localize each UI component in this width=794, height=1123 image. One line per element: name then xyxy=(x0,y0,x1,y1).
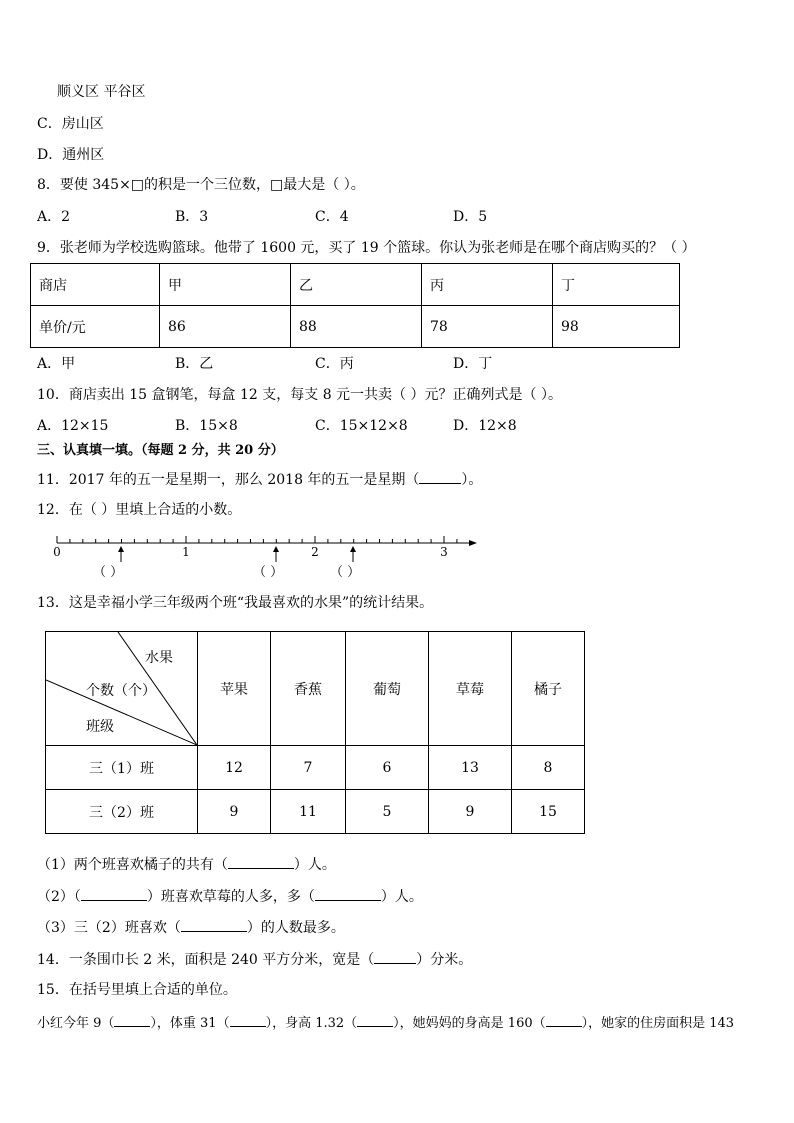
arrow-marker-3 xyxy=(350,546,356,562)
q10-option-d: D．12×8 xyxy=(453,418,517,434)
q15-sentence xyxy=(37,1012,734,1033)
table-header-row xyxy=(46,632,585,746)
arrow-marker-1 xyxy=(118,546,124,562)
q15-text-4: ），她妈妈的身高是 160（ xyxy=(393,1016,546,1031)
table-cell: 丁 xyxy=(553,264,680,306)
corner-label-fruit: 水果 xyxy=(145,650,173,666)
table-cell: 9 xyxy=(198,790,271,834)
number-line-blank-3[interactable]: （ ） xyxy=(330,565,361,580)
fruit-header: 橘子 xyxy=(512,632,585,746)
answer-blank[interactable] xyxy=(374,949,416,964)
table-cell: 5 xyxy=(346,790,429,834)
table-row xyxy=(46,746,585,790)
q14-stem xyxy=(37,949,472,969)
q9-price-table xyxy=(30,263,680,348)
number-line-blank-1[interactable]: （ ） xyxy=(93,565,124,580)
q10-option-c: C．15×12×8 xyxy=(315,418,408,434)
q13-fruit-table xyxy=(45,631,585,834)
q13-sub3 xyxy=(37,917,345,937)
q13-sub1 xyxy=(37,854,336,874)
q11-text: 11．2017 年的五一是星期一，那么 2018 年的五一是星期（ xyxy=(37,472,420,488)
q13-stem: 13．这是幸福小学三年级两个班“我最喜欢的水果”的统计结果。 xyxy=(37,595,434,611)
table-cell: 9 xyxy=(429,790,512,834)
answer-blank[interactable] xyxy=(228,854,294,869)
tick-label-3: 3 xyxy=(440,545,448,559)
answer-blank[interactable] xyxy=(315,886,381,901)
table-cell: 8 xyxy=(512,746,585,790)
tick-label-0: 0 xyxy=(53,545,61,559)
tick-label-2: 2 xyxy=(311,545,319,559)
table-cell: 7 xyxy=(271,746,346,790)
table-cell: 6 xyxy=(346,746,429,790)
q9-option-d: D．丁 xyxy=(453,356,493,372)
table-cell: 单价/元 xyxy=(31,306,160,348)
diagonal-header-cell xyxy=(46,632,198,746)
q13-sub2-text-end: ）人。 xyxy=(380,889,423,905)
q10-option-a: A．12×15 xyxy=(37,418,109,434)
q9-option-c: C．丙 xyxy=(315,356,354,372)
q13-sub1-text-end: ）人。 xyxy=(293,857,336,873)
q13-sub2-text-mid: ）班喜欢草莓的人多，多（ xyxy=(146,889,315,905)
arrow-marker-2 xyxy=(273,546,279,562)
fruit-header: 香蕉 xyxy=(271,632,346,746)
q7-option-d: D．通州区 xyxy=(37,147,105,163)
answer-blank[interactable] xyxy=(114,1012,150,1027)
table-cell: 乙 xyxy=(291,264,422,306)
table-cell: 商店 xyxy=(31,264,160,306)
table-cell: 11 xyxy=(271,790,346,834)
q8-option-a: A．2 xyxy=(37,209,71,225)
q13-sub3-text: （3）三（2）班喜欢（ xyxy=(37,920,181,936)
table-cell: 甲 xyxy=(160,264,291,306)
table-cell: 13 xyxy=(429,746,512,790)
q15-stem: 15．在括号里填上合适的单位。 xyxy=(37,982,237,998)
answer-blank[interactable] xyxy=(230,1012,266,1027)
q8-option-c: C．4 xyxy=(315,209,349,225)
corner-label-count: 个数（个） xyxy=(86,683,156,699)
q9-option-a: A．甲 xyxy=(37,356,76,372)
corner-label-class: 班级 xyxy=(86,719,114,735)
q13-sub1-text: （1）两个班喜欢橘子的共有（ xyxy=(37,857,228,873)
q10-stem: 10．商店卖出 15 盒钢笔，每盒 12 支，每支 8 元一共卖（ ）元？正确列式是（ ）。 xyxy=(37,387,562,403)
fruit-header: 葡萄 xyxy=(346,632,429,746)
q8-option-d: D．5 xyxy=(453,209,488,225)
number-line-ticks xyxy=(57,536,457,543)
table-cell: 丙 xyxy=(422,264,553,306)
table-row xyxy=(46,790,585,834)
table-cell: 12 xyxy=(198,746,271,790)
q13-sub3-text-end: ）的人数最多。 xyxy=(246,920,345,936)
q11-text-end: ）。 xyxy=(461,472,483,488)
table-row xyxy=(31,306,680,348)
q9-stem: 9．张老师为学校选购篮球。他带了 1600 元，买了 19 个篮球。你认为张老师是在哪个商店购买的？（ ） xyxy=(37,240,696,256)
q15-text-2: ），体重 31（ xyxy=(150,1016,230,1031)
q13-sub2-text: （2）（ xyxy=(37,889,81,905)
q11-stem xyxy=(37,469,482,489)
table-cell: 78 xyxy=(422,306,553,348)
fruit-header: 苹果 xyxy=(198,632,271,746)
answer-blank[interactable] xyxy=(81,886,147,901)
q15-text-1: 小红今年 9（ xyxy=(37,1016,115,1031)
table-cell: 98 xyxy=(553,306,680,348)
table-row xyxy=(31,264,680,306)
class-label: 三（2）班 xyxy=(46,790,198,834)
q14-text-end: ）分米。 xyxy=(416,952,473,968)
answer-blank[interactable] xyxy=(357,1012,393,1027)
answer-blank[interactable] xyxy=(419,469,461,484)
q13-sub2 xyxy=(37,886,423,906)
number-line-blank-2[interactable]: （ ） xyxy=(253,565,284,580)
q12-stem: 12．在（ ）里填上合适的小数。 xyxy=(37,502,242,518)
q8-option-b: B．3 xyxy=(175,209,209,225)
answer-blank[interactable] xyxy=(181,917,247,932)
table-cell: 15 xyxy=(512,790,585,834)
table-cell: 88 xyxy=(291,306,422,348)
q9-option-b: B．乙 xyxy=(175,356,214,372)
q15-text-5: ），她家的住房面积是 143 xyxy=(581,1016,735,1031)
q14-text: 14．一条围巾长 2 米，面积是 240 平方分米，宽是（ xyxy=(37,952,375,968)
q8-stem: 8．要使 345×□的积是一个三位数，□最大是（ ）。 xyxy=(37,177,365,193)
q10-option-b: B．15×8 xyxy=(175,418,238,434)
fruit-header: 草莓 xyxy=(429,632,512,746)
section-3-title: 三、认真填一填。（每题 2 分，共 20 分） xyxy=(37,443,284,458)
q15-text-3: ），身高 1.32（ xyxy=(265,1016,358,1031)
table-cell: 86 xyxy=(160,306,291,348)
answer-blank[interactable] xyxy=(546,1012,582,1027)
class-label: 三（1）班 xyxy=(46,746,198,790)
tick-label-1: 1 xyxy=(182,545,190,559)
q7-option-line: 顺义区 平谷区 xyxy=(57,84,146,100)
q7-option-c: C．房山区 xyxy=(37,116,104,132)
